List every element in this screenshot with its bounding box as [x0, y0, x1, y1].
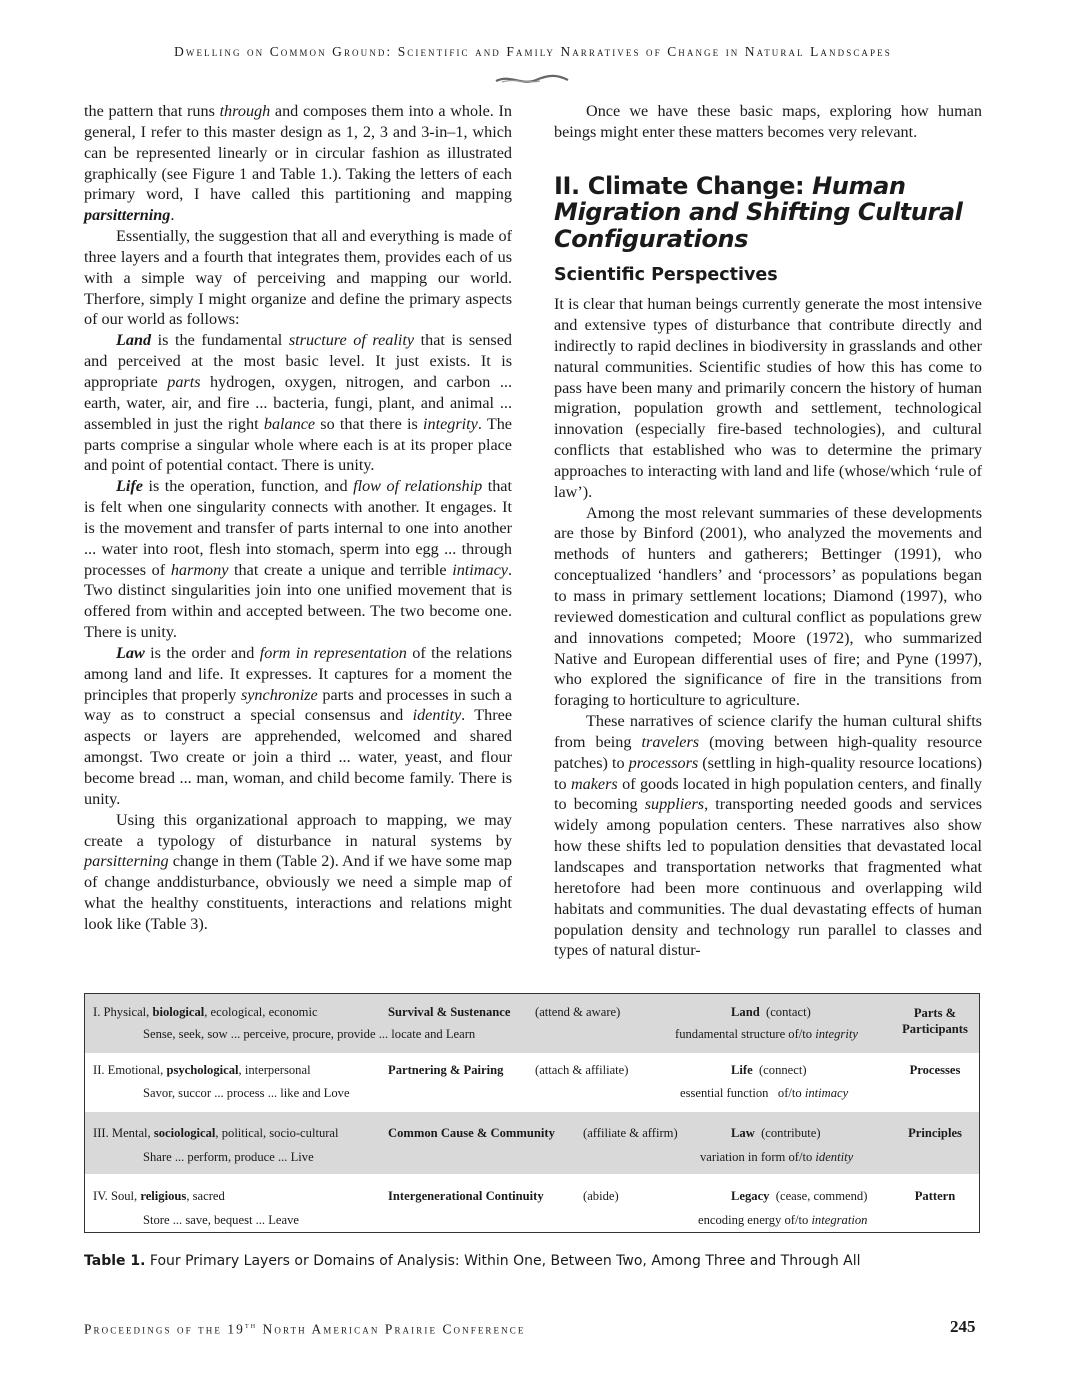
layer-cell: Land (contact) [731, 1005, 811, 1019]
verbs-cell: Share ... perform, produce ... Live [143, 1150, 314, 1164]
mode-cell: (attend & aware) [535, 1005, 621, 1019]
mode-cell: (abide) [583, 1189, 619, 1203]
verbs-cell: Store ... save, bequest ... Leave [143, 1213, 299, 1227]
right-column [554, 101, 982, 961]
paragraph-land: Land is the fundamental structure of reality that is sensed and perceived at the most basic level. It just exists. It is appropriate parts hydrogen, oxygen, nitrogen, and carbon ... earth, water, air, and fire ... bacteria, fungi, plant, and animal ... assembled in just the right balance so that there is integrity. The parts comprise a singular whole where each is at its proper place and point of potential contact. There is unity. [84, 331, 512, 475]
description-cell: essential function of/to intimacy [680, 1086, 849, 1100]
page-number: 245 [950, 1317, 976, 1336]
paragraph: It is clear that human beings currently generate the most intensive and extensive types of disturbance that contribute directly and indirectly to rapid declines in biodiversity in grasslands and other natural communities. Scientific studies of how this has come to pass have been many and primarily concern the history of human migration, population growth and settlement, technological innovation (especially fire-based technologies), and cultural conflicts that established who was to determine the primary approaches to interacting with land and life (whose/which ‘rule of law’). [554, 295, 982, 501]
paragraph: Once we have these basic maps, exploring how human beings might enter these matters becomes very relevant. [554, 102, 982, 141]
left-column [84, 101, 512, 935]
category-cell: Pattern [914, 1189, 956, 1203]
section-heading: II. Climate Change: Human Migration and Shifting Cultural Configurations [554, 171, 963, 253]
paragraph: Essentially, the suggestion that all and everything is made of three layers and a fourth that integrates them, provides each of us with a simple way of perceiving and mapping our world. Therfore, simply I might organize and define the primary aspects of our world as follows: [84, 227, 512, 329]
paragraph-life: Life is the operation, function, and flow of relationship that is felt when one singularity connects with another. It engages. It is the movement and transfer of parts internal to one into another ... water into root, flesh into stomach, sperm into egg ... through processes of harmony that create a unique and terrible intimacy. Two distinct singularities join into one unified movement that is offered from within and accepted between. The two become one. There is unity. [84, 477, 512, 642]
footer-proceedings: Proceedings of the 19th North American Prairie Conference [84, 1320, 526, 1337]
table-1 [84, 993, 980, 1233]
layer-cell: Life (connect) [731, 1063, 807, 1077]
flourish-ornament [492, 72, 572, 88]
domain-cell: II. Emotional, psychological, interpersonal [93, 1063, 311, 1077]
description-cell: fundamental structure of/to integrity [675, 1027, 858, 1041]
running-header: Dwelling on Common Ground: Scientific and Family Narratives of Change in Natural Landscapes [174, 44, 892, 59]
mode-cell: (attach & affiliate) [535, 1063, 629, 1077]
description-cell: variation in form of/to identity [700, 1150, 854, 1164]
paragraph-law: Law is the order and form in representation of the relations among land and life. It expresses. It captures for a moment the principles that properly synchronize parts and processes in such a way as to construct a special consensus and identity. Three aspects or layers are apprehended, welcomed and shared amongst. Two create or join a third ... water, yeast, and flour become bread ... man, woman, and child become family. There is unity. [84, 643, 513, 808]
verbs-cell: Savor, succor ... process ... like and Love [143, 1086, 350, 1100]
paragraph: These narratives of science clarify the human cultural shifts from being travelers (moving between high-quality resource patches) to processors (settling in high-quality resource locations) to makers of goods located in high population centers, and finally to becoming suppliers, transporting needed goods and services widely among population centers. These narratives also show how these shifts led to population densities that devastated local landscapes and transportation networks that fragmented what heretofore had been more continuous and overlapping wild habitats and communities. The dual devastating effects of human population density and technology run parallel to classes and types of natural distur- [554, 712, 983, 960]
description-cell: encoding energy of/to integration [698, 1213, 868, 1227]
domain-cell: IV. Soul, religious, sacred [93, 1189, 225, 1203]
paragraph: Among the most relevant summaries of these developments are those by Binford (2001), who analyzed the movements and methods of hunters and gatherers; Bettinger (1991), who conceptualized ‘handlers’ and ‘processors’ as populations began to mass in primary settlement locations; Diamond (1997), who reviewed domestication and cultural conflict as populations grew and innovations competed; Moore (1972), who summarized Native and European differential uses of fire; and Pyne (1997), who explored the significance of fire in the transitions from foraging to horticulture to agriculture. [554, 503, 982, 710]
theme-cell: Common Cause & Community [388, 1126, 555, 1140]
paragraph: the pattern that runs through and composes them into a whole. In general, I refer to this master design as 1, 2, 3 and 3-in–1, which can be represented linearly or in circular fashion as illustrated graphically (see Figure 1 and Table 1.). Taking the letters of each primary word, I have called this partitioning and mapping parsitterning. [84, 102, 512, 225]
verbs-cell: Sense, seek, sow ... perceive, procure, provide ... locate and Learn [143, 1027, 476, 1041]
table-caption: Table 1. Four Primary Layers or Domains of Analysis: Within One, Between Two, Among Three and Through All [84, 1253, 861, 1269]
domain-cell: III. Mental, sociological, political, socio-cultural [93, 1126, 339, 1140]
layer-cell: Law (contribute) [731, 1126, 821, 1140]
subsection-heading: Scientific Perspectives [554, 265, 778, 286]
table-row [85, 1053, 979, 1112]
domain-cell: I. Physical, biological, ecological, economic [93, 1005, 318, 1019]
theme-cell: Intergenerational Continuity [388, 1189, 544, 1203]
table-row [85, 994, 979, 1053]
table-row [85, 1174, 979, 1232]
paragraph: Using this organizational approach to mapping, we may create a typology of disturbance in natural systems by parsitterning change in them (Table 2). And if we have some map of change anddisturbance, obviously we need a simple map of what the healthy constituents, interactions and relations might look like (Table 3). [84, 810, 512, 933]
theme-cell: Partnering & Pairing [388, 1063, 504, 1077]
mode-cell: (affiliate & affirm) [583, 1126, 678, 1140]
category-cell: Principles [908, 1126, 962, 1140]
theme-cell: Survival & Sustenance [388, 1005, 511, 1019]
category-cell: Processes [909, 1063, 961, 1077]
table-row [85, 1112, 979, 1174]
layer-cell: Legacy (cease, commend) [731, 1189, 868, 1203]
category-cell: Parts & Participants [902, 1006, 968, 1036]
